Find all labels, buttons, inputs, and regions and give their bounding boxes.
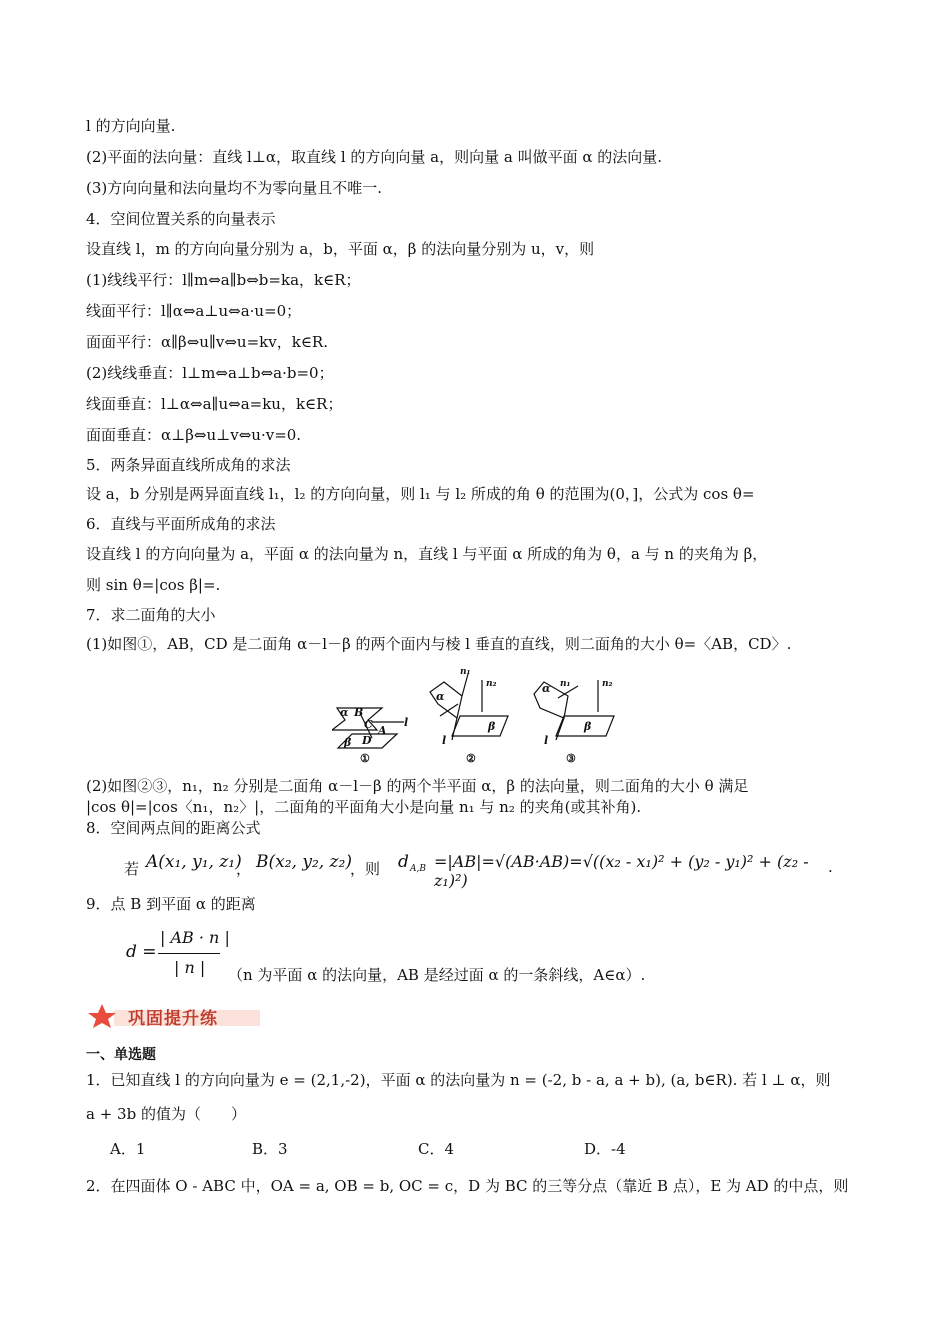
option-a[interactable]: A．1: [110, 1140, 146, 1158]
text-line: (2)如图②③，n₁，n₂ 分别是二面角 α－l－β 的两个半平面 α，β 的法向量，则二面角的大小 θ 满足: [86, 777, 749, 795]
text-line: 面面平行：α∥β⇔u∥v⇔u=kv，k∈R.: [86, 333, 328, 351]
fig-label: n₁: [560, 679, 571, 689]
formula-then: ，则: [350, 860, 381, 878]
fig-label: α: [436, 690, 445, 703]
fig-label: α: [340, 706, 349, 719]
text-line: (2)平面的法向量：直线 l⊥α，取直线 l 的方向向量 a，则向量 a 叫做平面 α 的法向量.: [86, 148, 663, 166]
heading-9: 9．点 B 到平面 α 的距离: [86, 895, 256, 913]
option-d[interactable]: D．-4: [584, 1140, 626, 1158]
text-line: 设直线 l，m 的方向向量分别为 a，b，平面 α，β 的法向量分别为 u，v，则: [86, 240, 595, 258]
heading-6: 6．直线与平面所成角的求法: [86, 515, 276, 533]
fig-label: β: [584, 720, 592, 733]
distance-expression: =|AB|=√(AB·AB)=√((x₂ - x₁)² + (y₂ - y₁)² + (z₂ - z₁)²): [434, 852, 809, 890]
heading-5: 5．两条异面直线所成角的求法: [86, 456, 291, 474]
formula-note: （n 为平面 α 的法向量，AB 是经过面 α 的一条斜线，A∈α）.: [228, 966, 646, 984]
fig-label: C: [364, 718, 373, 731]
fig-label: β: [488, 720, 496, 733]
section-heading: 一、单选题: [86, 1047, 156, 1063]
fig-label: D: [362, 734, 372, 747]
fig-label: n₂: [602, 679, 613, 689]
fig-label: β: [344, 736, 352, 749]
question-1-line-1: 1．已知直线 l 的方向向量为 e = (2,1,-2)，平面 α 的法向量为 n = (-2, b - a, a + b), (a, b∈R). 若 l ⊥ α，则: [86, 1071, 831, 1089]
formula-end: .: [828, 858, 833, 876]
distance-symbol: d: [398, 852, 409, 872]
formula-lhs: d =: [126, 942, 157, 962]
star-icon: [88, 1004, 116, 1028]
point-b: B(x₂, y₂, z₂): [256, 852, 352, 872]
option-c[interactable]: C．4: [418, 1140, 455, 1158]
point-a: A(x₁, y₁, z₁): [146, 852, 242, 872]
fig-label: n₂: [486, 679, 497, 689]
text-line: 设直线 l 的方向向量为 a，平面 α 的法向量为 n，直线 l 与平面 α 所成的角为 θ，a 与 n 的夹角为 β，: [86, 545, 768, 563]
fraction-bar: [158, 953, 220, 954]
text-line: (3)方向向量和法向量均不为零向量且不唯一.: [86, 179, 383, 197]
fig-label: l: [404, 716, 409, 729]
formula-sep: ，: [236, 860, 252, 878]
text-line: 面面垂直：α⊥β⇔u⊥v⇔u·v=0.: [86, 426, 302, 444]
question-2-line-1: 2．在四面体 O - ABC 中，OA = a, OB = b, OC = c，D 为 BC 的三等分点（靠近 B 点），E 为 AD 的中点，则: [86, 1177, 849, 1195]
fig-label: A: [378, 724, 387, 737]
distance-subscript: A,B: [410, 864, 426, 874]
formula-numerator: | AB · n |: [160, 928, 230, 947]
fig-label: l: [544, 734, 549, 747]
text-line: (2)线线垂直：l⊥m⇔a⊥b⇔a·b=0；: [86, 364, 334, 382]
badge-label: 巩固提升练: [128, 1009, 218, 1029]
text-line: (1)如图①，AB，CD 是二面角 α－l－β 的两个面内与棱 l 垂直的直线，则二面角的大小 θ=〈AB，CD〉.: [86, 635, 792, 653]
fig-label: ③: [566, 752, 576, 765]
fig-label: ②: [466, 752, 476, 765]
formula-prefix: 若: [124, 860, 140, 878]
text-line: l 的方向向量.: [86, 117, 176, 135]
heading-4: 4．空间位置关系的向量表示: [86, 210, 276, 228]
text-line: 设 a，b 分别是两异面直线 l₁，l₂ 的方向向量，则 l₁ 与 l₂ 所成的角 θ 的范围为(0，]，公式为 cos θ=: [86, 485, 755, 503]
fig-label: n₁: [460, 668, 471, 677]
fig-label: ①: [360, 752, 370, 765]
dihedral-angle-figure: [332, 668, 624, 768]
fig-label: B: [354, 706, 364, 719]
fig-label: l: [442, 734, 447, 747]
text-line: 线面垂直：l⊥α⇔a∥u⇔a=ku，k∈R；: [86, 395, 343, 413]
text-line: 线面平行：l∥α⇔a⊥u⇔a·u=0；: [86, 302, 302, 320]
text-line: 则 sin θ=|cos β|=.: [86, 576, 221, 594]
text-line: (1)线线平行：l∥m⇔a∥b⇔b=ka，k∈R；: [86, 271, 361, 289]
formula-denominator: | n |: [174, 958, 206, 977]
distance-formula: [124, 844, 844, 888]
heading-7: 7．求二面角的大小: [86, 606, 216, 624]
question-1-line-2: a + 3b 的值为（ ）: [86, 1105, 246, 1123]
fig-label: α: [542, 682, 551, 695]
point-plane-distance-formula: [124, 926, 744, 986]
option-b[interactable]: B．3: [252, 1140, 288, 1158]
text-line: |cos θ|=|cos〈n₁，n₂〉|，二面角的平面角大小是向量 n₁ 与 n₂ 的夹角(或其补角).: [86, 798, 642, 816]
heading-8: 8．空间两点间的距离公式: [86, 819, 261, 837]
